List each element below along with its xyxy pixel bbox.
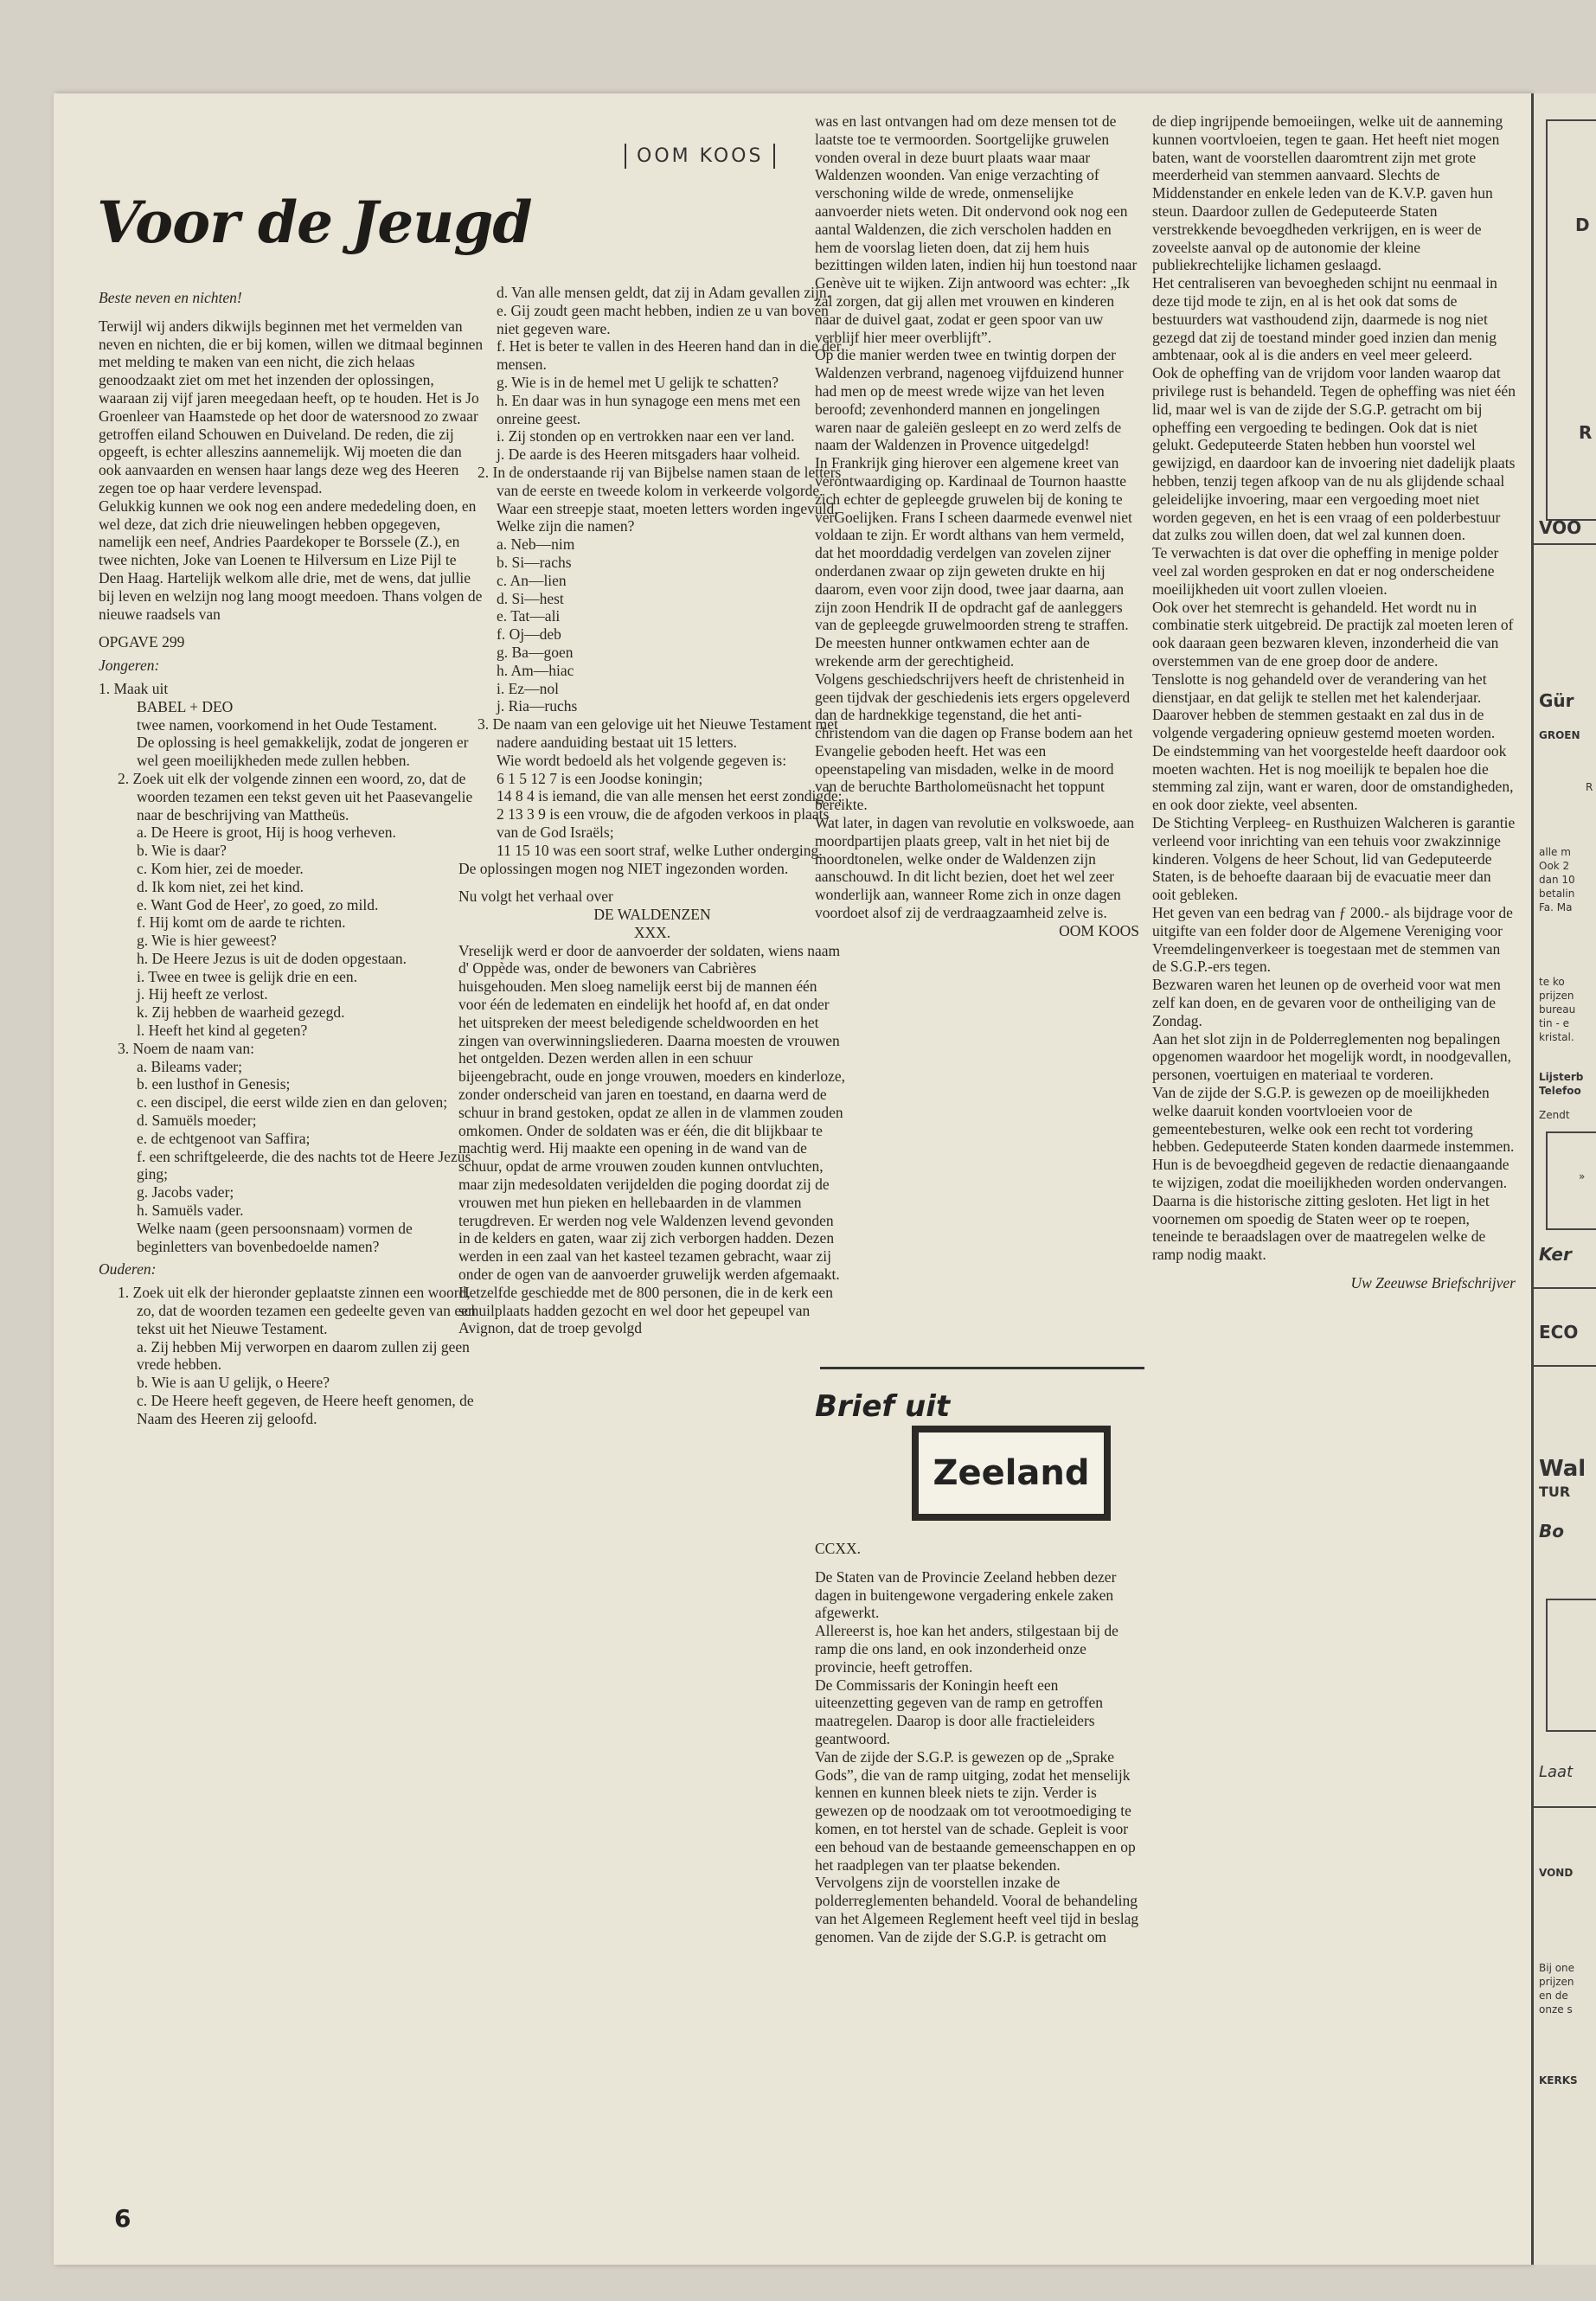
list-item: h. De Heere Jezus is uit de doden opgestaan. [137,949,407,967]
fragment: kristal. [1539,1031,1574,1043]
list-item: g. Ba—goen [497,643,574,661]
fragment: Ook 2 [1539,860,1570,872]
list-item: d. Si—hest [497,589,564,607]
brief-number: CCXX. [815,1540,861,1557]
list-item: i. Twee en twee is gelijk drie en een. [137,967,358,985]
ouderen-heading: Ouderen: [99,1260,157,1279]
brief-paragraph: de diep ingrijpende bemoeiingen, welke uit de aanneming kunnen voortvloeien, tegen te gaan. Het heeft niet mogen baten, want de voorstellen daaromtrent zijn met grote meerderheid van stemmen aanvaard. Slechts de Middenstander en enkele leden van de K.V.P. gaven hun steun. Daardoor zullen de Gedeputeerde Staten verstrekkende bevoegdheden verkrijgen, en is weer de zoveelste aanval op de autonomie der kleine publiekrechtelijke lichamen geslaagd. [1152,112,1503,274]
brief-paragraph: Daarna is die historische zitting gesloten. Het ligt in het voornemen om spoedig de Staten weer op te roepen, teneinde te beraadslagen over de maatregelen welke de ramp nodig maakt. [1152,1191,1490,1264]
fragment: KERKS [1539,2074,1578,2086]
fragment: Wal [1539,1456,1586,1482]
list-item: a. Neb—nim [497,535,575,554]
q1-head: 1. Maak uit [99,679,169,697]
fragment: Bij one [1539,1962,1575,1974]
brief-paragraph: De eindstemming van het voorgestelde heeft daardoor ook moeten wachten. Het is nog moeilijk te bepalen hoe die stemming zal zijn, want er waren, door de omstandigheden, en ook door ziekte, veel absenten. [1152,741,1514,814]
list-item: e. Tat—ali [497,607,561,625]
list-item: b. Wie is aan U gelijk, o Heere? [137,1374,330,1392]
zeeland-box [912,1426,1111,1521]
fragment: ECO [1539,1322,1579,1343]
story-paragraph: Wat later, in dagen van revolutie en volkswoede, aan moordpartijen plaats greep, valt in het niet bij de moordtonelen, welke onder de Waldenzen zijn aanschouwd. In dit licht bezien, doet het wel zeer wonderlijk aan, wanneer Rome zich in onze dagen voordoet alsof zij de verdraagzaamheid zelve is. [815,814,1135,922]
list-item: j. Ria—ruchs [497,697,578,715]
list-item: e. Gij zoudt geen macht hebben, indien ze u van boven niet gegeven ware. [497,301,829,337]
brief-paragraph: Tenslotte is nog gehandeld over de verandering van het dienstjaar, en dat gelijk te stellen met het kalenderjaar. Daarover hebben de stemmen gestaakt en zal dus in de volgende vergadering opnieuw gestemd moeten worden. [1152,670,1496,742]
fragment: te ko [1539,976,1565,988]
page-title: Voor de Jeugd [97,189,532,256]
q1-text: twee namen, voorkomend in het Oude Testament. [137,715,438,734]
column-4 [1152,112,1516,1292]
brief-paragraph: Het geven van een bedrag van ƒ 2000.- als bijdrage voor de uitgifte van een folder door de Algemene Vereniging voor Vreemdelingenverkeer is toegestaan met de stemmen van de S.G.P.-ers tegen. [1152,904,1513,976]
fragment: Bo [1539,1521,1564,1541]
fragment: Lijsterb [1539,1071,1584,1083]
list-item: f. een schriftgeleerde, die des nachts tot de Heere Jezus ging; [137,1147,471,1183]
q1-formula: BABEL + DEO [137,697,234,715]
list-item: i. Zij stonden op en vertrokken naar een ver land. [497,427,795,445]
welcome-paragraph: Gelukkig kunnen we ook nog een andere mededeling doen, en wel deze, dat zich drie nieuwelingen hebben opgegeven, namelijk een neef, Andries Paardekoper te Borssele (Z.), en twee nichten, Joke van Loenen te Hilversum en Lize Pijl te Den Haag. Hartelijk welkom alle drie, met de wens, dat jullie bij leven en welzijn nog lang moogt meedoen. Thans volgen de nieuwe raadsels van [99,497,483,623]
q1-note: De oplossing is heel gemakkelijk, zodat de jongeren er wel geen moeilijkheden mede zullen hebben. [137,734,469,770]
fragment: Gür [1539,690,1574,711]
fragment: onze s [1539,2003,1573,2016]
o3-text2: Wie wordt bedoeld als het volgende gegeven is: [497,751,787,769]
signature: OOM KOOS [1059,921,1139,939]
list-item: e. Want God de Heer', zo goed, zo mild. [137,895,379,913]
story-paragraph: In Frankrijk ging hierover een algemene kreet van verontwaardiging op. Kardinaal de Tournon haastte zich echter de gepleegde gruwelen bij de koning te verGoelijken. Frans I scheen daarmede evenwel niet voldaan te zijn. Er wordt althans van hem vermeld, dat het moorddadig verdelgen van zovelen zijner onderdanen zwaar op zijn geweten drukte en hij daarom, even voor zijn dood, twee jaar daarna, aan zijn zoon Hendrik II de opdracht gaf de aanleggers van de gepleegde gruwelmoorden streng te straffen. De meesten hunner ontkwamen echter aan de wrekende arm der gerechtigheid. [815,454,1132,670]
list-item: 2 13 3 9 is een vrouw, die de afgoden verkoos in plaats van de God Israëls; [497,805,830,841]
fragment: VOND [1539,1867,1574,1879]
fragment: Fa. Ma [1539,901,1573,913]
list-item: g. Wie is in de hemel met U gelijk te schatten? [497,373,779,391]
brief-paragraph: De Staten van de Provincie Zeeland hebben dezer dagen in buitengewone vergadering enkele zaken afgewerkt. [815,1567,1117,1622]
list-item: d. Van alle mensen geldt, dat zij in Adam gevallen zijn. [497,284,831,301]
q3-question: Welke naam (geen persoonsnaam) vormen de beginletters van bovenbedoelde namen? [137,1219,413,1255]
magazine-page [54,93,1531,2265]
o3-text: 3. De naam van een gelovige uit het Nieuwe Testament met nadere aanduiding bestaat uit 15 letters. [478,715,838,751]
list-item: b. Si—rachs [497,553,572,571]
fragment: en de [1539,1990,1568,2002]
list-item: h. Am—hiac [497,661,574,679]
list-item: d. Samuëls moeder; [137,1112,257,1130]
page-number: 6 [114,2204,131,2233]
brief-paragraph: De Stichting Verpleeg- en Rusthuizen Walcheren is garantie verleend voor inrichting van een tehuis voor zwakzinnige kinderen. Volgens de heer Schout, lid van Gedeputeerde Staten, is de behoefte daaraan bij de evacuatie meer dan ooit gebleken. [1152,814,1516,904]
fragment: alle m [1539,846,1571,858]
list-item: f. Hij komt om de aarde te richten. [137,913,346,932]
section-divider [820,1367,1144,1369]
fragment: GROEN [1539,729,1580,741]
list-item: c. Kom hier, zei de moeder. [137,859,304,877]
column-3 [815,112,1139,940]
q2-text: 2. Zoek uit elk der volgende zinnen een woord, zo, dat de woorden tezamen een tekst geven uit het Paasevangelie naar de beschrijving van Mattheüs. [118,769,473,824]
notice: De oplossingen mogen nog NIET ingezonden worden. [458,859,789,877]
fragment: » [1579,1170,1586,1183]
story-part: XXX. [633,923,671,941]
list-item: b. Wie is daar? [137,842,227,860]
brief-paragraph: Van de zijde der S.G.P. is gewezen op de moeilijkheden welke daaruit konden voortvloeien voor de gemeentebesturen, welke ook een recht tot vordering hebben. Gedeputeerde Staten konden daarmede instemmen. Hun is de bevoegdheid gegeven de redactie dienaangaande te wijzigen, zodat die moeilijkheden worden ondervangen. [1152,1084,1515,1192]
o2-question: Welke zijn die namen? [497,517,635,535]
brief-paragraph: De Commissaris der Koningin heeft een uiteenzetting gegeven van de ramp en getroffen maatregelen. Daarop is door alle fractieleiders geantwoord. [815,1676,1104,1747]
brief-paragraph: Ook de opheffing van de vrijdom voor landen waarop dat privilege rust is behandeld. Tegen de opheffing was niet één lid, maar wel is van de zijde der S.G.P. getracht om bij opheffing een vergoeding te bedingen. Ook dat is niet gelukt. Gedeputeerde Staten hebben hun voorstel wel gewijzigd, en daardoor kan de invoering niet dadelijk plaats hebben, tenzij tegen afkoop van de nu als glijdende schaal geleidelijke invoering, maar een vergoeding moet niet worden gegeven, en het is een vraag of een polderbestuur dat zulks zou willen doen, dat wel zal kunnen doen. [1152,364,1516,544]
divider [1534,543,1596,545]
o1-text: 1. Zoek uit elk der hieronder geplaatste zinnen een woord, zo, dat de woorden tezamen een gedeelte geven van een tekst uit het Nieuwe Testament. [118,1284,476,1337]
ad-box [1546,119,1596,521]
list-item: c. An—lien [497,571,567,589]
fragment: TUR [1539,1484,1571,1500]
divider [1534,1287,1596,1289]
opgave-heading: OPGAVE 299 [99,633,185,651]
fragment: Telefoo [1539,1085,1581,1097]
story-paragraph: was en last ontvangen had om deze mensen tot de laatste toe te vermoorden. Soortgelijke gruwelen vonden overal in deze buurt plaats waar maar Waldenzen woonden. Van enige verzachting of verschoning wilde de wrede, onmenselijke aanvoerder niets weten. Dit ondervond ook nog een aantal Waldenzen, die zich verscholen hadden en hem de voorslag lieten doen, dat zij hem huis bezittingen wilden laten, indien hij hun toestond naar Genève uit te wijken. Zijn antwoord was echter: „Ik zal zorgen, dat gij allen met vrouwen en kinderen naar de duivel gaat, zodat er geen spoor van uw verblijf hier meer overblijft”. [815,112,1138,346]
brief-paragraph: Het centraliseren van bevoegheden schijnt nu eenmaal in deze tijd mode te zijn, en al is het ook dat soms de bestuurders wat vasthoudend zijn, daarmede is nog niet gezegd dat zij de toestand minder goed inzien dan menig ambtenaar, ook al is die anders en veel meer geleerd. [1152,274,1497,364]
story-paragraph: Volgens geschiedschrijvers heeft de christenheid in geen tijdvak der geschiedenis iets ergers opgeleverd dan de hardnekkige tegenstand, die het anti-christendom van die dagen op Franse bodem aan het Evangelie geboden heeft. Het was een opeenstapeling van misdaden, welke in de moord van de beruchte Bartholomeüsnacht het toppunt bereikte. [815,670,1133,814]
brief-paragraph: Aan het slot zijn in de Polderreglementen nog bepalingen opgenomen waardoor het mogelijk wordt, in noodgevallen, personen, voertuigen en materiaal te vorderen. [1152,1029,1512,1084]
fragment: tin - e [1539,1017,1569,1029]
divider [1534,1806,1596,1808]
list-item: f. Oj—deb [497,625,561,644]
jongeren-heading: Jongeren: [99,657,160,675]
brief-paragraph: Te verwachten is dat over die opheffing in menige polder veel zal worden gesproken en dat er nog onderscheidene moeilijkheden uit voort zullen vloeien. [1152,544,1499,598]
fragment: R [1579,422,1593,443]
intro-paragraph: Terwijl wij anders dikwijls beginnen met het vermelden van neven en nichten, die er bij komen, willen we ditmaal beginnen met melding te maken van een nicht, die zich helaas genoodzaakt ziet om met het inzenden der oplossingen, waaraan zij vijf jaren meegedaan heeft, op te houden. Het is Jo Groenleer van Haamstede op het door de watersnood zo zwaar getroffen eiland Schouwen en Duiveland. De reden, die zij opgeeft, is echter alleszins aannemelijk. Wij moeten die dan ook aanvaarden en wensen haar langs deze weg des Heeren zegen toe op haar verdere levenspad. [99,317,484,497]
fragment: R [1586,781,1593,793]
list-item: h. En daar was in hun synagoge een mens met een onreine geest. [497,391,801,427]
list-item: h. Samuëls vader. [137,1202,244,1220]
list-item: a. Zij hebben Mij verworpen en daarom zullen zij geen vrede hebben. [137,1337,470,1374]
brief-paragraph: Ook over het stemrecht is gehandeld. Het wordt nu in combinatie sterk uitgebreid. De practijk zal moeten leren of ook daaraan geen bezwaren kleven, inzonderheid die van overstemmen van de ene groep door de andere. [1152,598,1514,670]
fragment: prijzen [1539,1976,1574,1988]
column-2 [458,284,846,1337]
list-item: g. Jacobs vader; [137,1183,234,1202]
ad-box [1546,1131,1596,1230]
list-item: b. een lusthof in Genesis; [137,1075,291,1093]
story-paragraph: Op die manier werden twee en twintig dorpen der Waldenzen verbrand, nagenoeg vijfduizend hunner had men op de meest wrede wijze van het leven beroofd; zevenhonderd mannen en jongelingen waren naar de galeiën gesleept en zo werd zelfs de naam der Waldenzen in Provence uitgedelgd! [815,346,1124,454]
list-item: l. Heeft het kind al gegeten? [137,1022,308,1040]
list-item: k. Zij hebben de waarheid gezegd. [137,1003,345,1022]
fragment: VOO [1539,517,1582,538]
o2-text: 2. In de onderstaande rij van Bijbelse namen staan de letters van de eerste en tweede kolom in verkeerde volgorde. Waar een streepje staat, moeten letters worden ingevuld. [478,463,842,517]
list-item: g. Wie is hier geweest? [137,932,277,950]
brief-paragraph: Vervolgens zijn de voorstellen inzake de polderreglementen behandeld. Vooral de behandeling van het Algemeen Reglement heeft veel tijd in beslag genomen. Van de zijde der S.G.P. is getracht om [815,1874,1139,1945]
fragment: prijzen [1539,990,1574,1002]
column-1 [99,289,484,1428]
q3-text: 3. Noem de naam van: [118,1039,254,1057]
brief-heading: Brief uit [815,1389,951,1424]
fragment: bureau [1539,1003,1576,1016]
fragment: Laat [1539,1763,1574,1781]
list-item: i. Ez—nol [497,679,559,697]
story-title: DE WALDENZEN [593,906,711,924]
column-3-lower [815,1540,1139,1946]
brief-paragraph: Bezwaren waren het leunen op de overheid voor wat men zelf kan doen, en de gevaren voor de ontheiliging van de Zondag. [1152,976,1501,1029]
list-item: a. Bileams vader; [137,1057,242,1075]
fragment: Ker [1539,1244,1572,1265]
list-item: j. Hij heeft ze verlost. [137,985,268,1003]
list-item: f. Het is beter te vallen in des Heeren hand dan in die der mensen. [497,337,842,374]
list-item: c. een discipel, die eerst wilde zien en dan geloven; [137,1093,448,1112]
list-item: 6 1 5 12 7 is een Joodse koningin; [497,769,703,787]
brief-paragraph: Allereerst is, hoe kan het anders, stilgestaan bij de ramp die ons land, en ook inzonderheid onze provincie, heeft getroffen. [815,1622,1118,1676]
story-intro: Nu volgt het verhaal over [458,888,613,906]
signature: Uw Zeeuwse Briefschrijver [1350,1274,1516,1292]
greeting: Beste neven en nichten! [99,289,242,306]
story-paragraph: Vreselijk werd er door de aanvoerder der soldaten, wiens naam d' Oppède was, onder de bewoners van Cabrières huisgehouden. Men sloeg namelijk eerst bij de mannen één voor één de ledematen en eindelijk het hoofd af, en dat onder het uitspreken der meest beledigende scheldwoorden en het zingen van overwinningsliederen. Daarna moesten de vrouwen het ontgelden. Dezen werden allen in een schuur bijeengebracht, oude en jonge vrouwen, moeders en kinderloze, zonder onderscheid van jaren en toestand, en daarna werd de schuur in brand gestoken, opdat ze allen in de vlammen zouden omkomen. Onder de soldaten was er één, die dit blijkbaar te machtig werd. Hij maakte een opening in de wand van de schuur, opdat de arme vrouwen zouden kunnen ontvluchten, maar zijn medesoldaten verijdelden die poging doordat zij de vrouwen met hun pieken en hellebaarden in de vlammen terugdreven. Er werden nog vele Waldenzen levend gevonden in de kelders en gaten, waar zij zich verborgen hadden. Dezen werden in een zaal van het kasteel tezamen gebracht, waar zij onder de ogen van de aanvoerder gruwelijk werden afgemaakt. Hetzelfde geschiedde met de 800 personen, die in de kerk een schuilplaats hadden gezocht en wel door het gepeupel van Avignon, dat de troep gevolgd [458,941,846,1337]
list-item: d. Ik kom niet, zei het kind. [137,877,304,895]
ad-box [1546,1599,1596,1732]
fragment: betalin [1539,888,1575,900]
list-item: e. de echtgenoot van Saffira; [137,1129,311,1147]
fragment: dan 10 [1539,874,1575,886]
divider [1534,1365,1596,1367]
list-item: 14 8 4 is iemand, die van alle mensen het eerst zondigde; [497,787,843,805]
oom-koos-badge: OOM KOOS [625,144,775,169]
fragment: Zendt [1539,1109,1570,1121]
list-item: c. De Heere heeft gegeven, de Heere heeft genomen, de Naam des Heeren zij geloofd. [137,1392,474,1427]
list-item: 11 15 10 was een soort straf, welke Luther onderging. [497,841,823,859]
zeeland-label: Zeeland [919,1433,1104,1514]
list-item: j. De aarde is des Heeren mitsgaders haar volheid. [497,445,800,464]
list-item: a. De Heere is groot, Hij is hoog verheven. [137,824,396,842]
adjacent-page [1531,93,1596,2265]
brief-paragraph: Van de zijde der S.G.P. is gewezen op de „Sprake Gods”, die van de ramp uitging, zodat het menselijk kennen en kunnen bleek niets te zijn. Verder is gewezen op de noodzaak om tot verootmoediging te komen, en tot herstel van de schade. Gepleit is voor een behoud van de bestaande gemeenschappen en op het raadplegen van ter plaatse bekenden. [815,1747,1136,1874]
fragment: D [1575,215,1590,235]
